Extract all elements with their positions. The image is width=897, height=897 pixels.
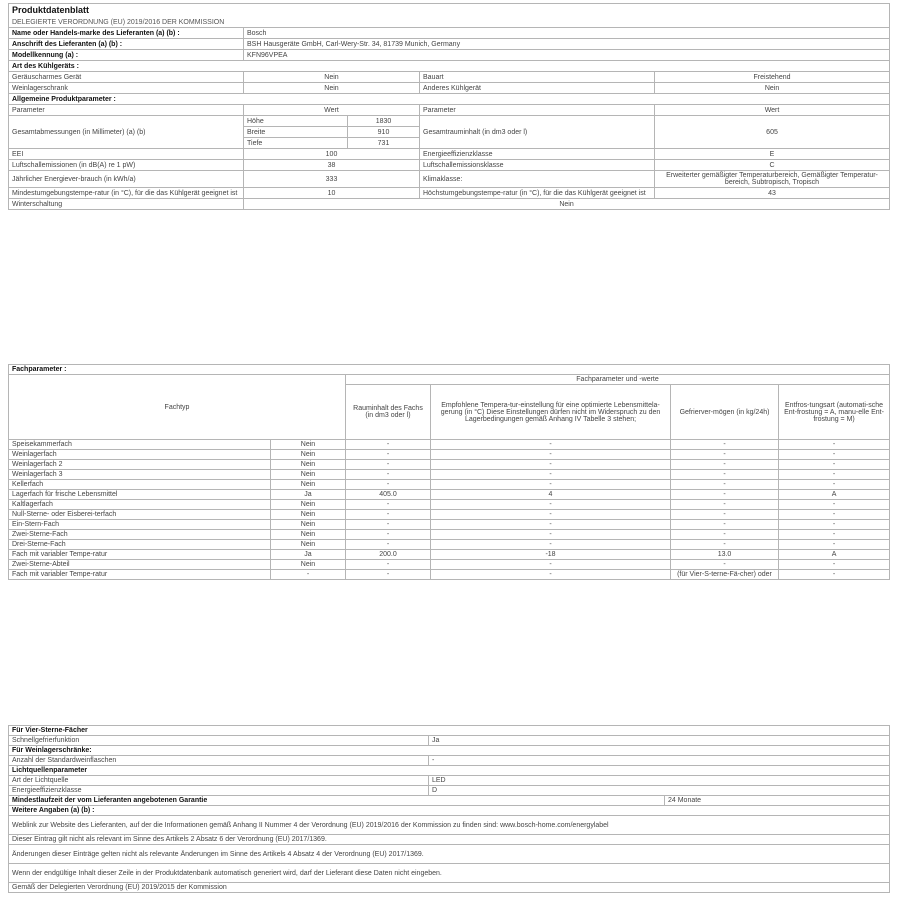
- energy-class-value: E: [655, 149, 890, 160]
- compartment-temperature: -: [431, 520, 671, 530]
- compartment-type: Lagerfach für frische Lebensmittel: [9, 490, 271, 500]
- regulation-subtitle: DELEGIERTE VERORDNUNG (EU) 2019/2016 DER KOMMISSION: [9, 17, 890, 28]
- more-text-row: [9, 816, 890, 835]
- kind-label: Bauart: [420, 72, 655, 83]
- wine-header-row: [9, 746, 890, 756]
- compartment-freezing: -: [671, 480, 779, 490]
- compartment-row: [9, 520, 890, 530]
- compartment-header: Fachparameter :: [9, 365, 890, 375]
- footnote: Gemäß der Delegierten Verordnung (EU) 2019/2015 der Kommission: [9, 883, 890, 893]
- compartment-present: Nein: [271, 510, 346, 520]
- energy-class-label: Energieeffizienzklasse: [420, 149, 655, 160]
- more-info-text: Weblink zur Website des Lieferanten, auf der die Informationen gemäß Anhang II Nummer 4 der Verordnung (EU) 2019/2016 der Kommission zu finden sind: www.bosch-home.com/energylabel: [9, 816, 890, 835]
- four-star-header-row: [9, 726, 890, 736]
- kind-row: [9, 72, 890, 83]
- value-column-header: Wert: [244, 105, 420, 116]
- winter-row: [9, 199, 890, 210]
- compartment-defrost: -: [779, 440, 890, 450]
- compartment-present: Nein: [271, 500, 346, 510]
- light-class-label: Energieeffizienzklasse: [9, 786, 429, 796]
- light-type-value: LED: [429, 776, 890, 786]
- note-row: [9, 845, 890, 864]
- compartment-row: [9, 460, 890, 470]
- sheet-title: Produktdatenblatt: [9, 4, 890, 18]
- compartment-type: Weinlagerfach 2: [9, 460, 271, 470]
- volume-label: Gesamtrauminhalt (in dm3 oder l): [420, 116, 655, 149]
- compartment-defrost: A: [779, 490, 890, 500]
- compartment-present: Nein: [271, 520, 346, 530]
- compartment-volume: -: [346, 480, 431, 490]
- compartment-temperature: -: [431, 540, 671, 550]
- compartment-volume: -: [346, 530, 431, 540]
- noise-class-value: C: [655, 160, 890, 171]
- max-temp-value: 43: [655, 188, 890, 199]
- compartment-temperature: -: [431, 460, 671, 470]
- bottles-value: -: [429, 756, 890, 766]
- compartment-rows: [9, 440, 890, 580]
- compartment-type-header: Fachtyp: [9, 375, 346, 440]
- compartment-type: Drei-Sterne-Fach: [9, 540, 271, 550]
- compartment-row: [9, 550, 890, 560]
- compartment-temperature: -: [431, 450, 671, 460]
- quick-freeze-row: [9, 736, 890, 746]
- kind-label: Weinlagerschrank: [9, 83, 244, 94]
- compartment-volume: -: [346, 500, 431, 510]
- warranty-value: 24 Monate: [665, 796, 890, 806]
- eei-label: EEI: [9, 149, 244, 160]
- compartment-temperature: -: [431, 510, 671, 520]
- min-temp-label: Mindestumgebungstempe-ratur (in °C), für die das Kühlgerät geeignet ist: [9, 188, 244, 199]
- quick-freeze-label: Schnellgefrierfunktion: [9, 736, 429, 746]
- compartment-volume: -: [346, 560, 431, 570]
- compartment-temperature: -: [431, 500, 671, 510]
- compartment-present: Nein: [271, 540, 346, 550]
- kind-header: Art des Kühlgeräts :: [9, 61, 890, 72]
- compartment-present: Nein: [271, 560, 346, 570]
- compartment-freezing: (für Vier-S-terne-Fä-cher) oder: [671, 570, 779, 580]
- energy-value: 333: [244, 171, 420, 188]
- compartment-freezing: -: [671, 560, 779, 570]
- compartment-group-header: Fachparameter und -werte: [346, 375, 890, 385]
- compartment-volume: -: [346, 440, 431, 450]
- compartment-freezing: -: [671, 450, 779, 460]
- compartment-temperature: -: [431, 480, 671, 490]
- compartment-defrost: -: [779, 480, 890, 490]
- compartment-defrost: -: [779, 520, 890, 530]
- compartment-row: [9, 540, 890, 550]
- param-header-row: [9, 105, 890, 116]
- compartment-type: Kellerfach: [9, 480, 271, 490]
- general-header-row: [9, 94, 890, 105]
- address-label: Anschrift des Lieferanten (a) (b) :: [9, 39, 244, 50]
- temp-range-row: [9, 188, 890, 199]
- compartment-temperature: -: [431, 570, 671, 580]
- compartment-type: Ein-Stern-Fach: [9, 520, 271, 530]
- compartment-parameters-table: [8, 364, 890, 580]
- compartment-freezing: -: [671, 470, 779, 480]
- compartment-defrost: -: [779, 460, 890, 470]
- compartment-type: Fach mit variabler Tempe-ratur: [9, 570, 271, 580]
- eei-value: 100: [244, 149, 420, 160]
- winter-value: Nein: [244, 199, 890, 210]
- model-row: [9, 50, 890, 61]
- compartment-type: Fach mit variabler Tempe-ratur: [9, 550, 271, 560]
- light-class-row: [9, 786, 890, 796]
- compartment-row: [9, 440, 890, 450]
- dims-label: Gesamtabmessungen (in Millimeter) (a) (b): [9, 116, 244, 149]
- note-row: [9, 883, 890, 893]
- compartment-temperature: -: [431, 560, 671, 570]
- compartment-present: -: [271, 570, 346, 580]
- winter-label: Winterschaltung: [9, 199, 244, 210]
- model-value: KFN96VPEA: [244, 50, 890, 61]
- compartment-volume: -: [346, 450, 431, 460]
- model-label: Modellkennung (a) :: [9, 50, 244, 61]
- manufacturer-value: Bosch: [244, 28, 890, 39]
- compartment-freezing: -: [671, 510, 779, 520]
- note-row: [9, 835, 890, 845]
- kind-value: Freistehend: [655, 72, 890, 83]
- bottles-row: [9, 756, 890, 766]
- climate-label: Klimaklasse:: [420, 171, 655, 188]
- volume-value: 605: [655, 116, 890, 149]
- wine-header: Für Weinlagerschränke:: [9, 746, 890, 756]
- warranty-row: [9, 796, 890, 806]
- kind-value: Nein: [244, 83, 420, 94]
- compartment-row: [9, 490, 890, 500]
- climate-value: Erweiterter gemäßigter Temperaturbereich, Gemäßigter Temperatur-bereich, Subtropisch, Tropisch: [655, 171, 890, 188]
- footnote: Dieser Eintrag gilt nicht als relevant im Sinne des Artikels 2 Absatz 6 der Verordnung (EU) 2017/1369.: [9, 835, 890, 845]
- compartment-freezing: -: [671, 530, 779, 540]
- subtitle-row: [9, 17, 890, 28]
- compartment-row: [9, 450, 890, 460]
- compartment-volume: 405.0: [346, 490, 431, 500]
- energy-label: Jährlicher Energiever-brauch (in kWh/a): [9, 171, 244, 188]
- kind-label: Geräuscharmes Gerät: [9, 72, 244, 83]
- note-row: [9, 864, 890, 883]
- compartment-type: Zwei-Sterne-Fach: [9, 530, 271, 540]
- compartment-freezing: -: [671, 440, 779, 450]
- value-column-header: Wert: [655, 105, 890, 116]
- compartment-volume: -: [346, 460, 431, 470]
- compartment-type: Null-Sterne- oder Eisberei-terfach: [9, 510, 271, 520]
- light-class-value: D: [429, 786, 890, 796]
- dim-name: Höhe: [244, 116, 348, 127]
- compartment-defrost: A: [779, 550, 890, 560]
- compartment-row: [9, 570, 890, 580]
- compartment-row: [9, 480, 890, 490]
- dim-name: Breite: [244, 127, 348, 138]
- compartment-defrost: -: [779, 560, 890, 570]
- compartment-defrost: -: [779, 540, 890, 550]
- compartment-defrost: -: [779, 530, 890, 540]
- bottles-label: Anzahl der Standardweinflaschen: [9, 756, 429, 766]
- eei-row: [9, 149, 890, 160]
- dim-name: Tiefe: [244, 138, 348, 149]
- kind-label: Anderes Kühlgerät: [420, 83, 655, 94]
- compartment-row: [9, 470, 890, 480]
- compartment-defrost: -: [779, 570, 890, 580]
- compartment-type: Weinlagerfach: [9, 450, 271, 460]
- param-column-header: Parameter: [9, 105, 244, 116]
- kind-row: [9, 83, 890, 94]
- compartment-freezing: -: [671, 520, 779, 530]
- compartment-present: Nein: [271, 480, 346, 490]
- compartment-present: Nein: [271, 440, 346, 450]
- compartment-defrost: -: [779, 470, 890, 480]
- kind-header-row: [9, 61, 890, 72]
- dim-value: 910: [348, 127, 420, 138]
- min-temp-value: 10: [244, 188, 420, 199]
- noise-value: 38: [244, 160, 420, 171]
- noise-class-label: Luftschallemissionsklasse: [420, 160, 655, 171]
- param-column-header: Parameter: [420, 105, 655, 116]
- compartment-volume: -: [346, 540, 431, 550]
- compartment-present: Ja: [271, 550, 346, 560]
- compartment-freezing: -: [671, 540, 779, 550]
- four-star-header: Für Vier-Sterne-Fächer: [9, 726, 890, 736]
- compartment-temperature: -18: [431, 550, 671, 560]
- footnote: Änderungen dieser Einträge gelten nicht als relevante Änderungen im Sinne des Artikels 4 Absatz 4 der Verordnung (EU) 2017/1369.: [9, 845, 890, 864]
- compartment-defrost: -: [779, 510, 890, 520]
- compartment-defrost: -: [779, 450, 890, 460]
- compartment-defrost: -: [779, 500, 890, 510]
- compartment-row: [9, 510, 890, 520]
- compartment-temperature: 4: [431, 490, 671, 500]
- warranty-label: Mindestlaufzeit der vom Lieferanten angebotenen Garantie: [9, 796, 665, 806]
- kind-value: Nein: [655, 83, 890, 94]
- compartment-freezing: -: [671, 490, 779, 500]
- more-info-header: Weitere Angaben (a) (b) :: [9, 806, 890, 816]
- compartment-present: Ja: [271, 490, 346, 500]
- freezing-column-header: Gefrierver-mögen (in kg/24h): [671, 385, 779, 440]
- light-type-label: Art der Lichtquelle: [9, 776, 429, 786]
- compartment-type: Kaltlagerfach: [9, 500, 271, 510]
- compartment-volume: -: [346, 520, 431, 530]
- dim-value: 731: [348, 138, 420, 149]
- compartment-volume: -: [346, 510, 431, 520]
- dims-row: [9, 116, 890, 127]
- address-row: [9, 39, 890, 50]
- compartment-row: [9, 560, 890, 570]
- title-row: [9, 4, 890, 18]
- additional-info-table: [8, 725, 890, 893]
- compartment-volume: -: [346, 570, 431, 580]
- compartment-temperature: -: [431, 470, 671, 480]
- compartment-type: Speisekammerfach: [9, 440, 271, 450]
- general-header: Allgemeine Produktparameter :: [9, 94, 890, 105]
- defrost-column-header: Entfros-tungsart (automati-sche Ent-frostung = A, manu-elle Ent-frostung = M): [779, 385, 890, 440]
- address-value: BSH Hausgeräte GmbH, Carl-Wery-Str. 34, 81739 Munich, Germany: [244, 39, 890, 50]
- manufacturer-row: [9, 28, 890, 39]
- compartment-row: [9, 500, 890, 510]
- compartment-freezing: 13.0: [671, 550, 779, 560]
- kind-value: Nein: [244, 72, 420, 83]
- compartment-temperature: -: [431, 440, 671, 450]
- compartment-volume: -: [346, 470, 431, 480]
- compartment-temperature: -: [431, 530, 671, 540]
- compartment-present: Nein: [271, 460, 346, 470]
- temperature-column-header: Empfohlene Tempera-tur-einstellung für eine optimierte Lebensmittela-gerung (in °C) Diese Einstellungen dürfen nicht im Widerspruch zu den Lagerbedingungen gemäß Anhang IV Tabelle 3 stehen;: [431, 385, 671, 440]
- compartment-type: Weinlagerfach 3: [9, 470, 271, 480]
- more-header-row: [9, 806, 890, 816]
- compartment-present: Nein: [271, 530, 346, 540]
- compartment-group-row: [9, 375, 890, 385]
- footnote: Wenn der endgültige Inhalt dieser Zeile in der Produktdatenbank automatisch generiert wird, darf der Lieferant diese Daten nicht eingeben.: [9, 864, 890, 883]
- compartment-header-row: [9, 365, 890, 375]
- compartment-freezing: -: [671, 500, 779, 510]
- compartment-type: Zwei-Sterne-Abteil: [9, 560, 271, 570]
- compartment-freezing: -: [671, 460, 779, 470]
- compartment-present: Nein: [271, 470, 346, 480]
- dim-value: 1830: [348, 116, 420, 127]
- energy-row: [9, 171, 890, 188]
- max-temp-label: Höchstumgebungstempe-ratur (in °C), für die das Kühlgerät geeignet ist: [420, 188, 655, 199]
- noise-row: [9, 160, 890, 171]
- compartment-present: Nein: [271, 450, 346, 460]
- volume-column-header: Rauminhalt des Fachs (in dm3 oder l): [346, 385, 431, 440]
- manufacturer-label: Name oder Handels-marke des Lieferanten (a) (b) :: [9, 28, 244, 39]
- compartment-volume: 200.0: [346, 550, 431, 560]
- quick-freeze-value: Ja: [429, 736, 890, 746]
- product-data-sheet-table: [8, 3, 890, 210]
- light-header-row: [9, 766, 890, 776]
- light-header: Lichtquellenparameter: [9, 766, 890, 776]
- noise-label: Luftschallemissionen (in dB(A) re 1 pW): [9, 160, 244, 171]
- light-type-row: [9, 776, 890, 786]
- compartment-row: [9, 530, 890, 540]
